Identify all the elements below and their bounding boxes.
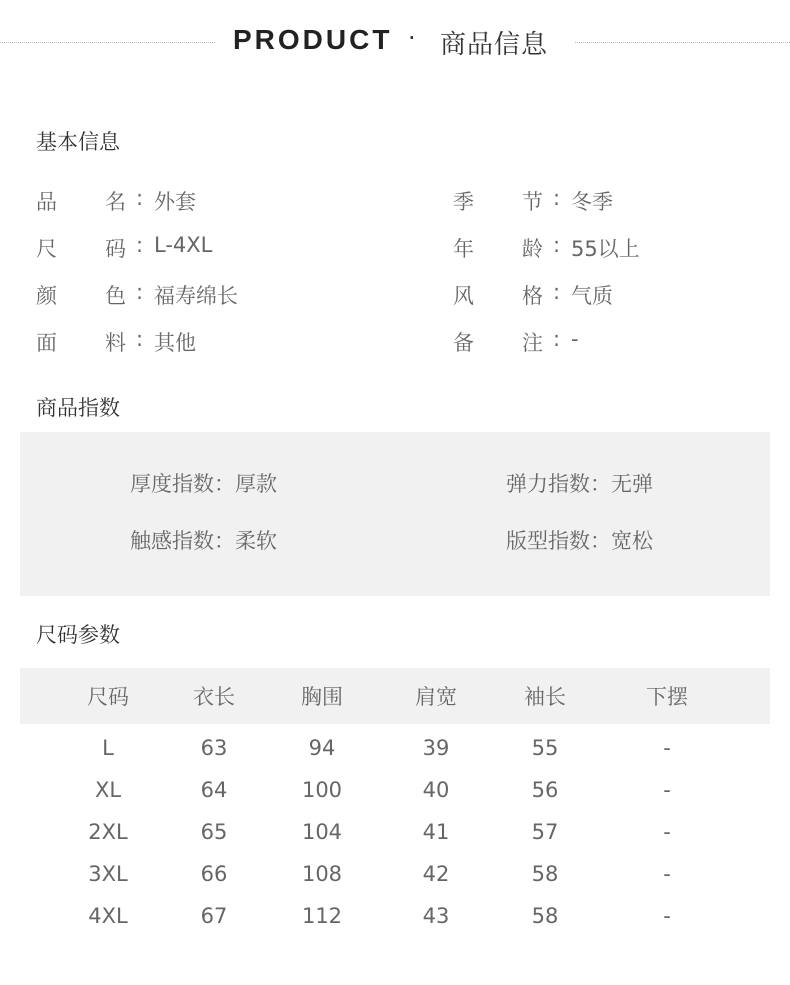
index-colon: ：	[590, 529, 611, 553]
info-value: L-4XL	[154, 233, 213, 257]
info-label-char2: 名	[105, 190, 126, 214]
info-label-char1: 季	[453, 190, 474, 214]
size-table-cell: -	[663, 736, 671, 760]
size-table-cell: 57	[531, 820, 559, 844]
info-colon: :	[136, 280, 144, 304]
index-label: 版型指数	[506, 529, 590, 553]
size-table-cell: 65	[200, 820, 228, 844]
index-value: 宽松	[611, 529, 653, 553]
page-header	[0, 18, 790, 64]
info-label	[36, 186, 126, 216]
size-table-cell: 112	[301, 904, 343, 928]
size-params-title: 尺码参数	[36, 623, 120, 647]
info-value: 外套	[154, 190, 196, 214]
index-item-elasticity	[506, 468, 653, 498]
info-label-char2: 节	[522, 190, 543, 214]
header-divider-left	[0, 42, 215, 43]
size-table-header-cell: 胸围	[301, 685, 343, 709]
info-label-char2: 色	[105, 284, 126, 308]
size-table-header-cell: 袖长	[524, 685, 566, 709]
info-label-char1: 备	[453, 331, 474, 355]
index-item-thickness	[130, 468, 277, 498]
index-label: 厚度指数	[130, 472, 214, 496]
index-item-fit	[506, 525, 653, 555]
info-label-char1: 年	[453, 237, 474, 261]
size-table-cell: 39	[422, 736, 450, 760]
size-table-cell: 41	[422, 820, 450, 844]
index-colon: ：	[214, 472, 235, 496]
info-colon: :	[136, 186, 144, 210]
size-table-cell: 67	[200, 904, 228, 928]
size-table-header-cell: 尺码	[87, 685, 129, 709]
info-label-char2: 注	[522, 331, 543, 355]
header-title-en: PRODUCT	[233, 24, 393, 55]
size-table-cell: XL	[94, 778, 122, 802]
info-label-char1: 风	[453, 284, 474, 308]
info-label	[36, 233, 126, 263]
info-label	[36, 280, 126, 310]
size-table-header-cell: 衣长	[193, 685, 235, 709]
size-table-cell: 43	[422, 904, 450, 928]
index-value: 无弹	[611, 472, 653, 496]
size-table-cell: -	[663, 904, 671, 928]
info-label	[36, 327, 126, 357]
info-value: 冬季	[571, 190, 613, 214]
size-table-cell: 100	[301, 778, 343, 802]
info-label-char1: 尺	[36, 237, 57, 261]
product-index-panel	[20, 432, 770, 596]
index-value: 柔软	[235, 529, 277, 553]
size-table-header-cell: 下摆	[646, 685, 688, 709]
size-table-header-cell: 肩宽	[415, 685, 457, 709]
size-table-cell: 40	[422, 778, 450, 802]
info-colon: :	[136, 327, 144, 351]
index-label: 弹力指数	[506, 472, 590, 496]
info-colon: :	[553, 186, 561, 210]
info-value: -	[571, 327, 579, 351]
index-colon: ：	[214, 529, 235, 553]
size-table-cell: -	[663, 862, 671, 886]
info-colon: :	[553, 233, 561, 257]
size-table-cell: -	[663, 778, 671, 802]
info-label-char1: 颜	[36, 284, 57, 308]
size-table-cell: 63	[200, 736, 228, 760]
size-table-cell: 2XL	[88, 820, 128, 844]
basic-info-title: 基本信息	[36, 130, 120, 154]
index-value: 厚款	[235, 472, 277, 496]
header-divider-right	[575, 42, 790, 43]
size-table-cell: 55	[531, 736, 559, 760]
info-value: 福寿绵长	[154, 284, 238, 308]
info-value: 55以上	[571, 237, 640, 261]
info-label	[453, 327, 543, 357]
size-table-cell: 94	[308, 736, 336, 760]
info-label-char2: 料	[105, 331, 126, 355]
size-table-cell: 4XL	[88, 904, 128, 928]
index-colon: ：	[590, 472, 611, 496]
size-table-cell: 104	[301, 820, 343, 844]
size-table-cell: 58	[531, 862, 559, 886]
size-table-cell: 3XL	[88, 862, 128, 886]
info-label-char2: 码	[105, 237, 126, 261]
product-index-title: 商品指数	[36, 396, 120, 420]
info-label-char2: 龄	[522, 237, 543, 261]
size-table-cell: 64	[200, 778, 228, 802]
size-table-cell: -	[663, 820, 671, 844]
info-value: 气质	[571, 284, 613, 308]
header-title-cn: 商品信息	[440, 30, 549, 60]
size-table-cell: L	[102, 736, 114, 760]
info-value: 其他	[154, 331, 196, 355]
info-colon: :	[553, 280, 561, 304]
info-label	[453, 233, 543, 263]
info-label-char1: 面	[36, 331, 57, 355]
info-label-char1: 品	[36, 190, 57, 214]
size-table-cell: 42	[422, 862, 450, 886]
size-table-cell: 58	[531, 904, 559, 928]
info-label	[453, 280, 543, 310]
info-label	[453, 186, 543, 216]
size-table-cell: 66	[200, 862, 228, 886]
size-table-cell: 56	[531, 778, 559, 802]
info-colon: :	[553, 327, 561, 351]
header-separator: ·	[408, 24, 416, 52]
info-label-char2: 格	[522, 284, 543, 308]
index-label: 触感指数	[130, 529, 214, 553]
info-colon: :	[136, 233, 144, 257]
size-table-cell: 108	[301, 862, 343, 886]
index-item-touch	[130, 525, 277, 555]
